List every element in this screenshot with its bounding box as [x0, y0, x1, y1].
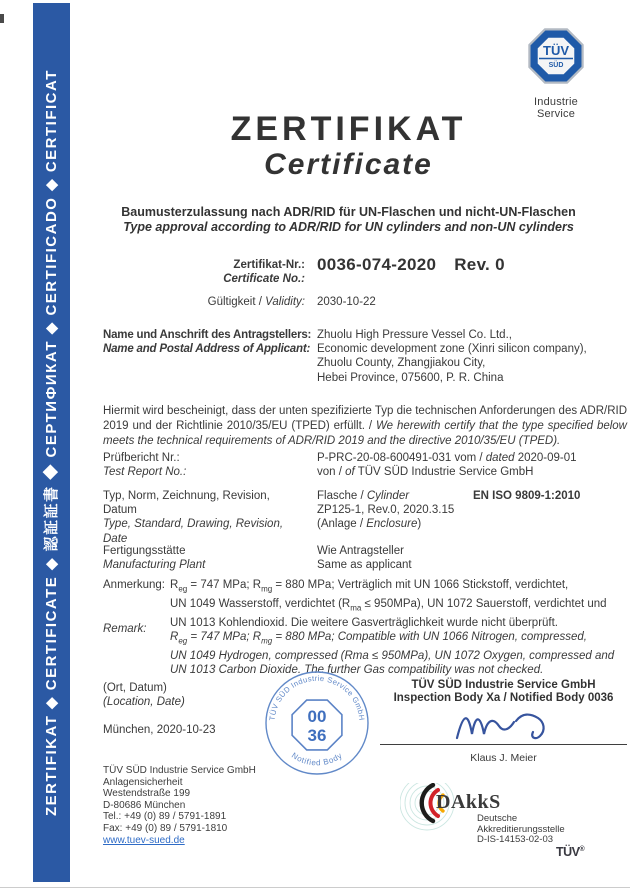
statement-en: We herewith certify that the type specified below meets the technical requirements of ADR/RID 2019 and the directive 2010/35/EU (TPED).	[103, 419, 627, 447]
logo-tuv-text: TÜV	[543, 43, 569, 58]
standard-reference: EN ISO 9809-1:2010	[473, 490, 581, 502]
test-report-value: P-PRC-20-08-600491-031 vom / dated 2020-09-01 von / of TÜV SÜD Industrie Service GmbH	[317, 452, 577, 479]
certification-statement: Hiermit wird bescheinigt, dass der unten spezifizierte Typ die technischen Anforderungen des ADR/RID 2019 und der Richtlinie 2010/35/EU (TPED) erfüllt. / We herewith certify that the type specified below meets the technical requirements of ADR/RID 2019 and the directive 2010/35/EU (TPED).	[103, 404, 627, 447]
signature-line	[380, 744, 627, 745]
subtitle-en: Type approval according to ADR/RID for UN cylinders and non-UN cylinders	[123, 220, 574, 234]
signature-block	[380, 679, 627, 764]
certificate-revision: Rev. 0	[454, 255, 505, 274]
handwritten-signature-icon	[449, 706, 559, 744]
plant-row	[103, 544, 627, 572]
type-value: Flasche / Cylinder ZP125-1, Rev.0, 2020.3.15 (Anlage / Enclosure)	[317, 490, 455, 531]
website-link[interactable]: www.tuev-sued.de	[103, 834, 185, 846]
tuv-trademark: TÜV®	[556, 845, 585, 859]
address-line: Hebei Province, 075600, P. R. China	[317, 371, 504, 384]
signatory-role: Inspection Body Xa / Notified Body 0036	[393, 692, 614, 704]
location-date-label: (Ort, Datum) (Location, Date)	[103, 682, 185, 708]
issuer-line: Tel.: +49 (0) 89 / 5791-1891	[103, 811, 227, 823]
stamp-number-top: 00	[307, 707, 327, 726]
issuer-line: Westendstraße 199	[103, 788, 191, 800]
validity-label: Gültigkeit / Validity:	[207, 296, 305, 308]
subtitle-de: Baumusterzulassung nach ADR/RID für UN-Flaschen und nicht-UN-Flaschen	[121, 205, 576, 219]
svg-text:Notified Body	[290, 751, 344, 768]
dakks-wordmark: DAkkS	[436, 791, 501, 813]
validity-value: 2030-10-22	[317, 296, 376, 308]
statement-de: Hiermit wird bescheinigt, dass der unten spezifizierte Typ die technischen Anforderungen des ADR/RID 2019 und der Richtlinie 2010/35/EU (TPED) erfüllt.	[103, 404, 627, 432]
logo-sud-text: SÜD	[548, 62, 564, 69]
certificate-number-row	[103, 255, 627, 286]
side-band-vertical-text: ZERTIFIKAT ◆ CERTIFICATE ◆ 認証証書 ◆ СЕРТИФИКАТ ◆ CERTIFICADO ◆ CERTIFICAT	[43, 69, 60, 816]
stamp-bottom-text: Notified Body	[289, 750, 345, 768]
tuv-sud-octagon-icon	[526, 26, 586, 86]
type-label: Typ, Norm, Zeichnung, Revision, Datum Type, Standard, Drawing, Revision, Date	[103, 490, 284, 545]
remark-block	[103, 578, 627, 678]
plant-value: Wie Antragsteller Same as applicant	[317, 545, 412, 572]
issuer-line: D-80686 München	[103, 799, 186, 811]
location-date-value: München, 2020-10-23	[103, 724, 216, 736]
applicant-address	[317, 328, 587, 385]
dakks-text: Deutsche Akkreditierungsstelle D-IS-14153-02-03	[477, 813, 565, 845]
applicant-label: Name und Anschrift des Antragstellers: Name and Postal Address of Applicant:	[103, 329, 312, 356]
address-line: Zhuolu High Pressure Vessel Co. Ltd.,	[317, 329, 512, 341]
type-row	[103, 489, 627, 546]
issuer-address	[103, 765, 256, 846]
title-block	[70, 110, 627, 182]
page-bottom-edge	[0, 887, 630, 888]
page-title-de: ZERTIFIKAT	[230, 110, 467, 148]
remark-label-de: Anmerkung:	[103, 579, 166, 591]
test-report-label: Prüfbericht Nr.: Test Report No.:	[103, 452, 187, 479]
certificate-number-label: Zertifikat-Nr.: Certificate No.:	[223, 259, 305, 286]
stamp-top-text: TÜV SÜD Industrie Service GmbH	[267, 673, 367, 722]
validity-row	[103, 295, 627, 309]
signatory-org: TÜV SÜD Industrie Service GmbH	[411, 679, 596, 691]
issuer-line: Fax: +49 (0) 89 / 5791-1810	[103, 822, 228, 834]
logo-caption: Industrie Service	[534, 96, 578, 120]
notified-body-stamp	[264, 670, 371, 777]
print-registration-mark	[0, 14, 4, 23]
stamp-number-bottom: 36	[307, 726, 327, 745]
plant-label: Fertigungsstätte Manufacturing Plant	[103, 545, 206, 572]
signatory-name: Klaus J. Meier	[470, 752, 537, 764]
applicant-row	[103, 328, 627, 385]
remark-label-en: Remark:	[103, 622, 147, 635]
subtitle-block	[70, 205, 627, 235]
remark-text: $R_{eg} = 747$ MPa; $R_{mg} = 880$ MPa; Verträglich mit UN 1066 Stickstoff, verdichtet, UN 1049 Wasserstoff, verdichtet $(R_{ma} \le 950MPa)$, UN 1072 Sauerstoff, verdichtet und UN 1013 Kohlendioxid. Die weitere Gasverträglichkeit wurde nicht überprüft. $R_{eg} = 747$ MPa; $R_{mg} = 880$ MPa; Compatible with UN 1066 Nitrogen, compressed, UN 1049 Hydrogen, compressed (Rma ≤ 950MPa), UN 1072 Oxygen, compressed and UN 1013 Carbon Dioxide. The further Gas compatibility was not checked.	[170, 579, 615, 677]
registered-icon: ®	[579, 845, 585, 853]
test-report-row	[103, 451, 627, 479]
certificate-number-value: 0036-074-2020 Rev. 0	[317, 255, 505, 274]
issuer-line: TÜV SÜD Industrie Service GmbH	[103, 765, 256, 776]
address-line: Zhuolu County, Zhangjiakou City,	[317, 357, 486, 370]
address-line: Economic development zone (Xinri silicon company),	[317, 343, 587, 356]
tuv-sud-logo	[517, 26, 595, 120]
signature-image	[380, 706, 627, 744]
certificate-side-band	[33, 3, 70, 882]
page-title-en: Certificate	[264, 148, 433, 181]
issuer-line: Anlagensicherheit	[103, 776, 183, 788]
